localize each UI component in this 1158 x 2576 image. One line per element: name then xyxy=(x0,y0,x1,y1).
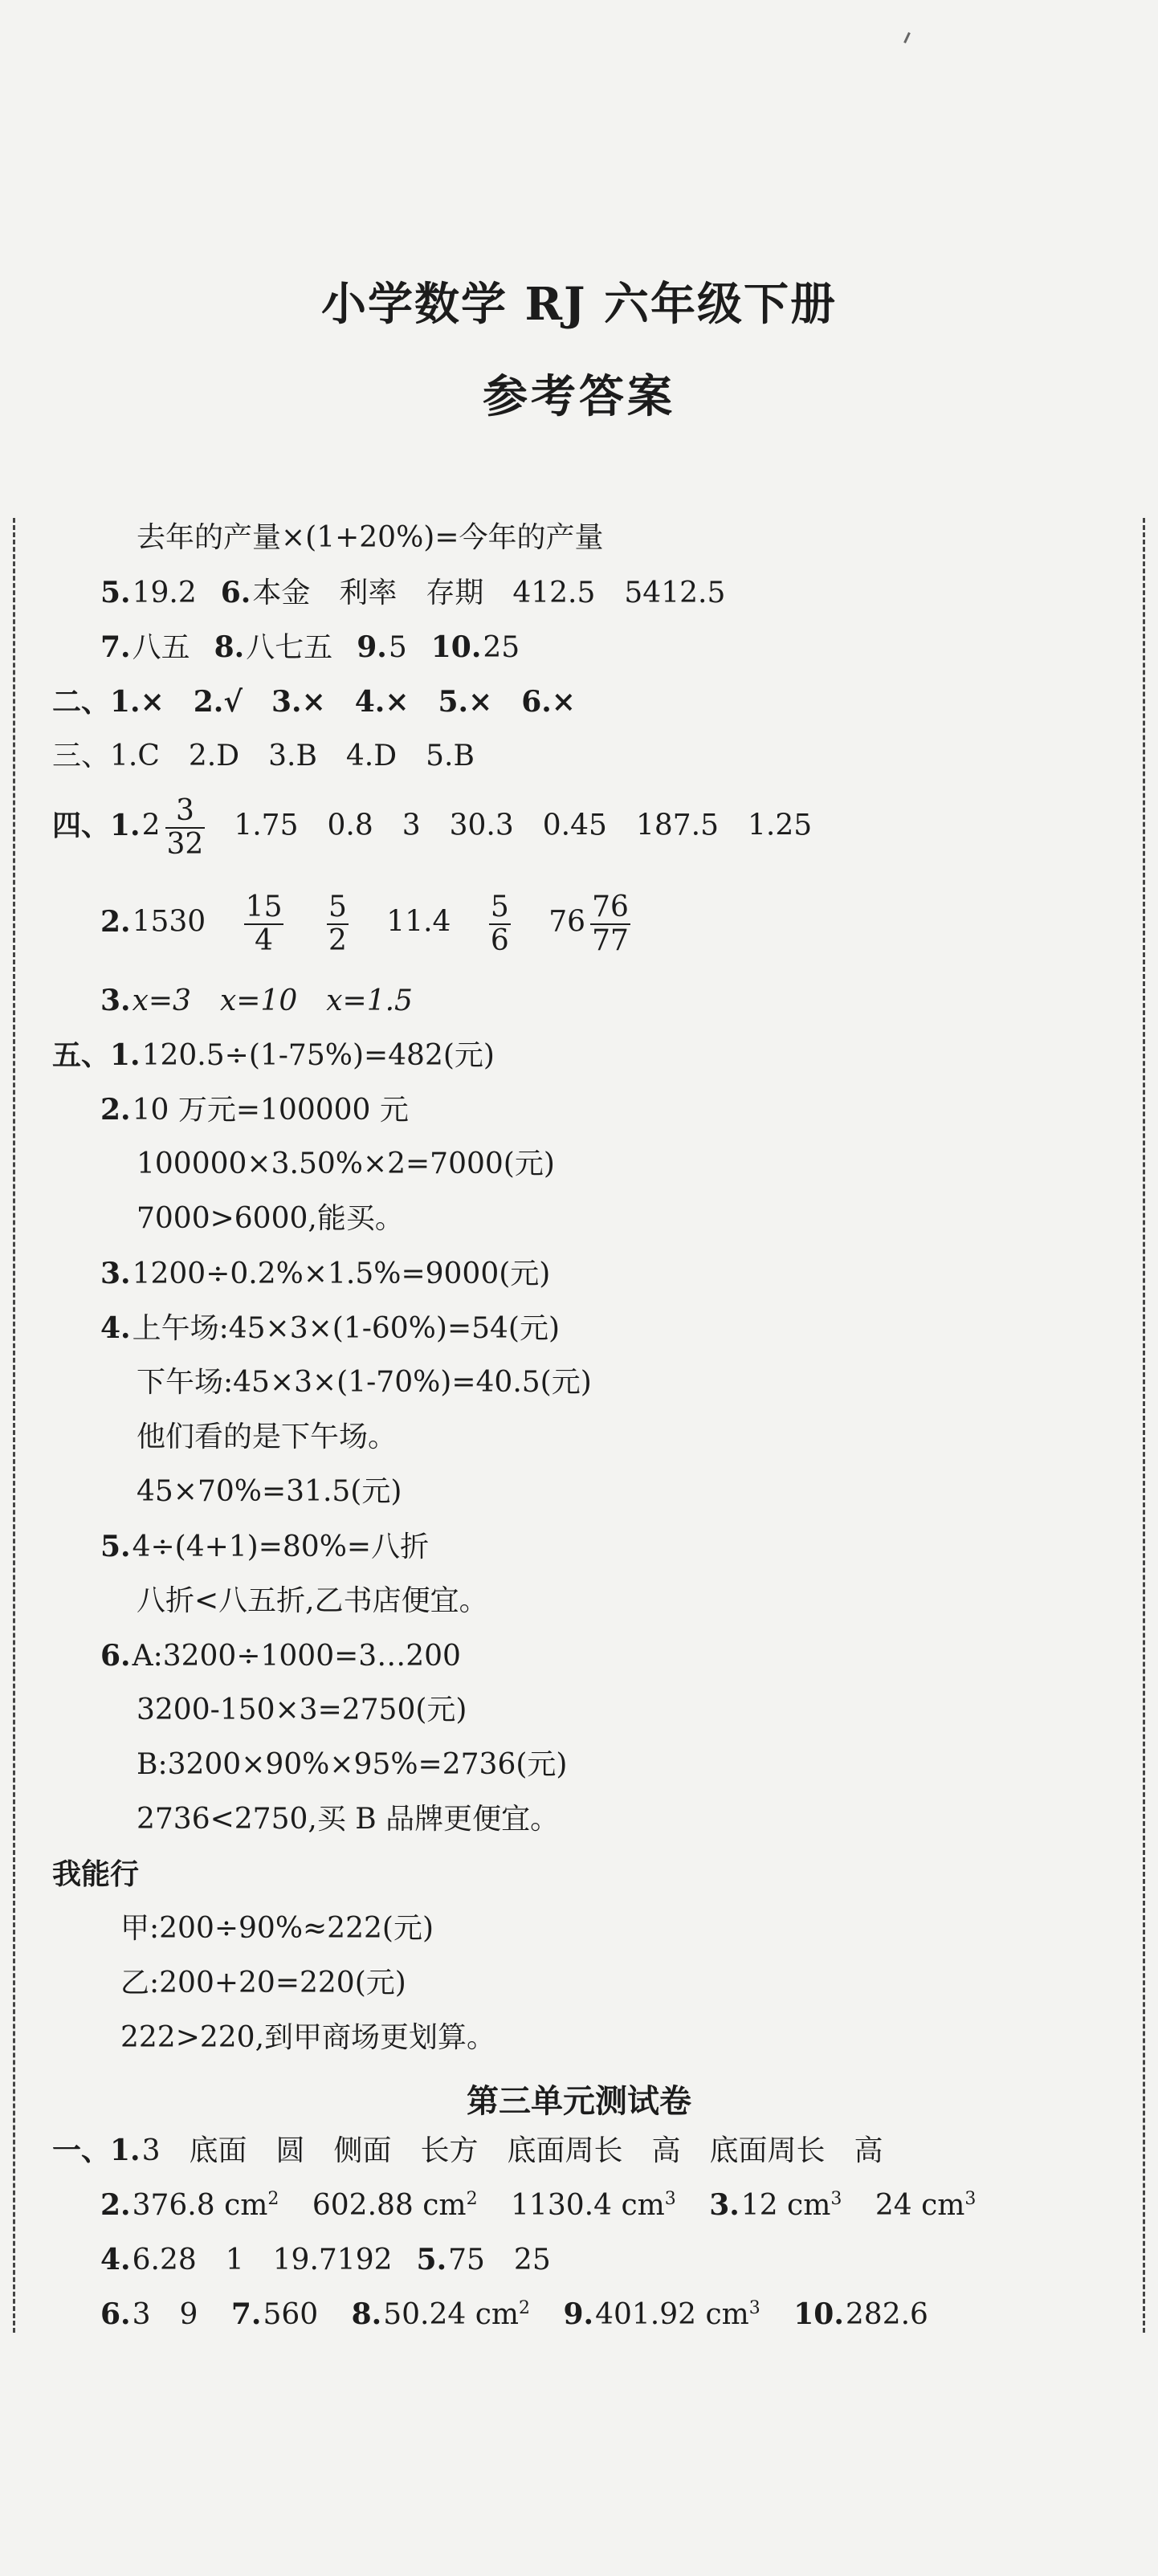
answer-line: 3200-150×3=2750(元) xyxy=(137,1694,467,1726)
answer-line: 4.上午场:45×3×(1-60%)=54(元) xyxy=(100,1311,561,1345)
page-subtitle: 参考答案 xyxy=(483,370,675,423)
fraction: $\frac{76}{77}$ xyxy=(592,891,629,957)
answer-line: 2.1530 $\frac{15}{4}$ $\frac{5}{2}$ 11.4 $\frac{5}{6}$ 76 $\frac{76}{77}$ xyxy=(100,891,629,957)
answer-line: 乙:200+20=220(元) xyxy=(120,1967,406,1999)
left-cut-line xyxy=(13,518,15,2333)
section-heading: 我能行 xyxy=(52,1857,140,1891)
answer-line: 4.6.28 1 19.7192 5.75 25 xyxy=(100,2243,551,2276)
answer-line: 100000×3.50%×2=7000(元) xyxy=(137,1147,555,1180)
fraction: $\frac{5}{6}$ xyxy=(490,891,509,957)
answer-line: 5.4÷(4+1)=80%=八折 xyxy=(100,1530,430,1563)
answer-line: 7.八五 8.八七五 9.5 10.25 xyxy=(100,630,520,664)
answer-line: 45×70%=31.5(元) xyxy=(137,1475,402,1508)
fraction: $\frac{15}{4}$ xyxy=(245,891,283,957)
answer-line: 222>220,到甲商场更划算。 xyxy=(120,2021,496,2054)
answer-line: 甲:200÷90%≈222(元) xyxy=(120,1912,434,1945)
right-cut-line xyxy=(1143,518,1145,2333)
scan-speck xyxy=(903,32,911,43)
answer-line: 6.A:3200÷1000=3…200 xyxy=(100,1639,461,1673)
answer-line: 2.10 万元=100000 元 xyxy=(100,1093,409,1127)
answer-line: 3.x=3 x=10 x=1.5 xyxy=(100,984,413,1017)
fraction: $\frac{3}{32}$ xyxy=(166,794,204,861)
answer-line: 7000>6000,能买。 xyxy=(137,1202,404,1235)
answer-line: 下午场:45×3×(1-70%)=40.5(元) xyxy=(137,1366,592,1399)
answer-line: 八折<八五折,乙书店便宜。 xyxy=(137,1584,488,1617)
answer-line: 6.3 9 7.560 8.50.24 $cm^2$ 9.401.92 $cm^3$ 10.282.6 xyxy=(100,2297,928,2331)
answer-line: 5.19.2 6.本金 利率 存期 412.5 5412.5 xyxy=(100,576,726,609)
answer-line: 去年的产量×(1+20%)=今年的产量 xyxy=(137,521,604,554)
page-title: 小学数学 RJ 六年级下册 xyxy=(320,278,838,331)
answer-line: 2.376.8 $cm^2$ 602.88 $cm^2$ 1130.4 $cm^3$ 3.12 $cm^3$ 24 $cm^3$ xyxy=(100,2188,977,2222)
answer-line: 一、1.3 底面 圆 侧面 长方 底面周长 高 底面周长 高 xyxy=(52,2134,883,2167)
answer-line: B:3200×90%×95%=2736(元) xyxy=(137,1748,568,1781)
answer-line: 他们看的是下午场。 xyxy=(137,1420,398,1453)
unit-test-title: 第三单元测试卷 xyxy=(467,2082,691,2120)
answer-line: 2736<2750,买 B 品牌更便宜。 xyxy=(137,1803,560,1836)
answer-line: 3.1200÷0.2%×1.5%=9000(元) xyxy=(100,1257,551,1290)
fraction: $\frac{5}{2}$ xyxy=(328,891,347,957)
answer-line: 四、1.2 $\frac{3}{32}$ 1.75 0.8 3 30.3 0.45 187.5 1.25 xyxy=(52,794,813,861)
answer-line: 五、1.120.5÷(1-75%)=482(元) xyxy=(52,1038,495,1072)
answer-line: 二、1.× 2.√ 3.× 4.× 5.× 6.× xyxy=(52,685,576,719)
answer-line: 三、1.C 2.D 3.B 4.D 5.B xyxy=(52,740,475,772)
